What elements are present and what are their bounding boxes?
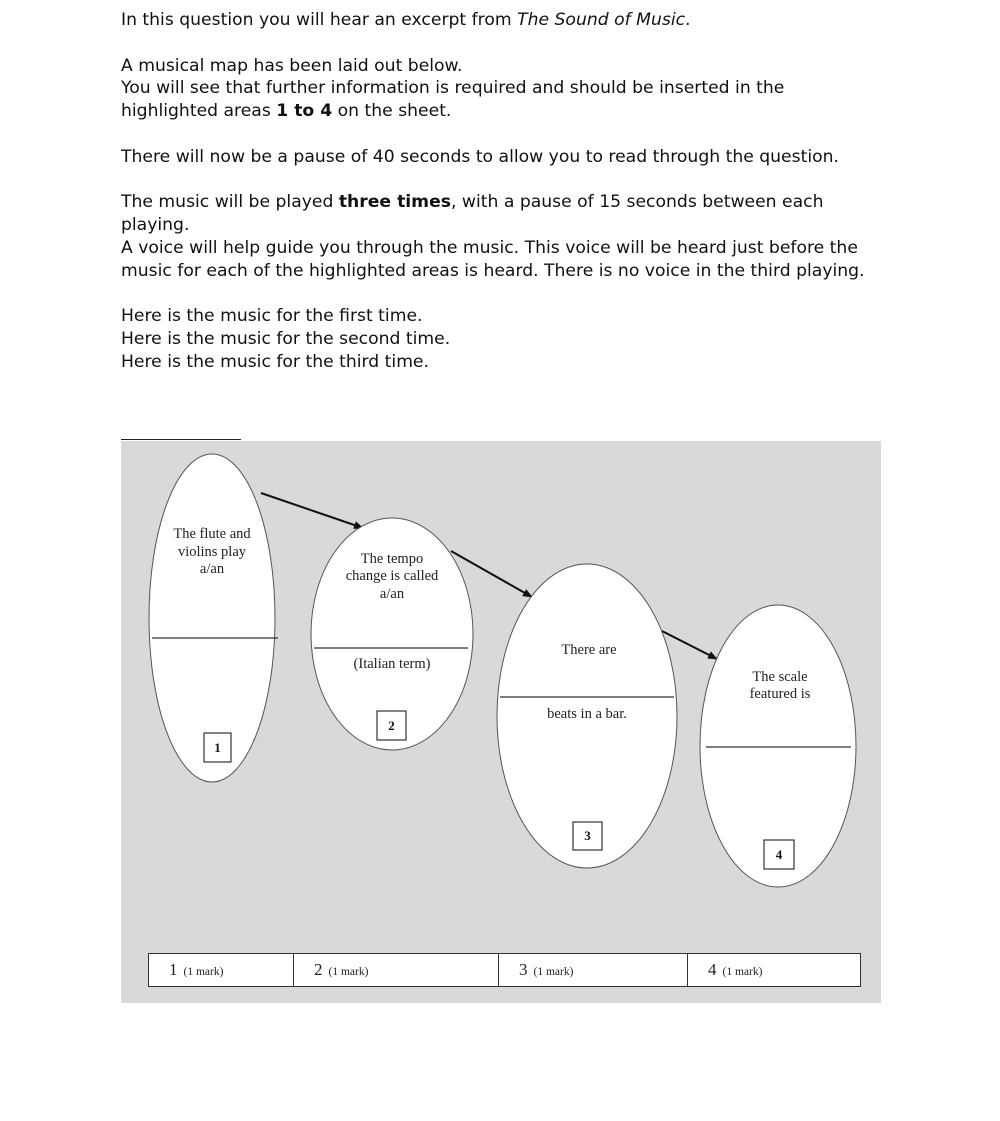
oval-4 xyxy=(700,605,856,887)
marks-number-1: 1 xyxy=(169,960,178,979)
oval-4-line-2: featured is xyxy=(749,686,811,702)
play-count: three times xyxy=(338,192,451,213)
italian-term-hint: (Italian term) xyxy=(353,656,431,672)
oval-3-before: There are xyxy=(561,642,617,658)
marks-label-2: (1 mark) xyxy=(328,966,369,978)
number-2: 2 xyxy=(388,718,395,733)
oval-2 xyxy=(311,518,473,750)
pause-paragraph: There will now be a pause of 40 seconds to allow you to read through the question. xyxy=(121,146,839,167)
first-time: Here is the music for the first time. xyxy=(121,306,423,327)
oval-2-line-1: The tempo xyxy=(360,551,424,567)
intro-period: . xyxy=(685,10,691,30)
marks-cell-1[interactable] xyxy=(149,954,294,986)
intro-paragraph xyxy=(121,9,881,32)
marks-number-2: 2 xyxy=(314,960,323,979)
map-diagram xyxy=(121,441,881,1003)
play-paragraph xyxy=(121,191,881,237)
intro-text: In this question you will hear an excerpt from xyxy=(121,10,518,30)
oval-1-line-1: The flute and xyxy=(173,526,251,542)
arrow-1-to-2 xyxy=(261,493,363,528)
play-tail: , with a pause of 15 seconds between each playing. xyxy=(121,192,824,236)
instructions xyxy=(121,9,881,374)
marks-table xyxy=(148,953,861,987)
oval-2-line-2: change is called xyxy=(345,568,439,584)
marks-label-1: (1 mark) xyxy=(183,966,224,978)
marks-label-3: (1 mark) xyxy=(533,966,574,978)
info-tail: on the sheet. xyxy=(332,101,452,122)
marks-cell-2[interactable] xyxy=(294,954,499,986)
number-1: 1 xyxy=(214,740,221,755)
info-paragraph xyxy=(121,77,881,123)
work-title: The Sound of Music xyxy=(517,10,686,30)
info-text: You will see that further information is required and should be inserted in the highlighted areas xyxy=(121,78,785,122)
arrow-3-to-4 xyxy=(662,631,717,659)
oval-1-line-3: a/an xyxy=(199,561,225,577)
oval-1 xyxy=(149,454,278,782)
marks-cell-3[interactable] xyxy=(499,954,688,986)
number-3: 3 xyxy=(584,828,591,843)
number-4: 4 xyxy=(775,847,783,862)
voice-paragraph: A voice will help guide you through the music. This voice will be heard just before the music for each of the highlighted areas is heard. There is no voice in the third playing. xyxy=(121,237,865,281)
oval-2-line-3: a/an xyxy=(379,586,405,602)
musical-map xyxy=(121,441,881,1003)
info-areas: 1 to 4 xyxy=(276,101,333,122)
marks-label-4: (1 mark) xyxy=(722,966,763,978)
marks-cell-4[interactable] xyxy=(688,954,860,986)
marks-number-3: 3 xyxy=(519,960,528,979)
oval-3-after: beats in a bar. xyxy=(547,706,627,722)
oval-1-line-2: violins play xyxy=(177,544,247,560)
marks-number-4: 4 xyxy=(708,960,717,979)
divider-line xyxy=(121,439,241,440)
map-intro: A musical map has been laid out below. xyxy=(121,55,463,76)
oval-4-line-1: The scale xyxy=(752,669,808,685)
oval-3 xyxy=(497,564,677,868)
second-time: Here is the music for the second time. xyxy=(121,329,451,350)
third-time: Here is the music for the third time. xyxy=(121,351,429,372)
play-text: The music will be played xyxy=(121,192,339,213)
